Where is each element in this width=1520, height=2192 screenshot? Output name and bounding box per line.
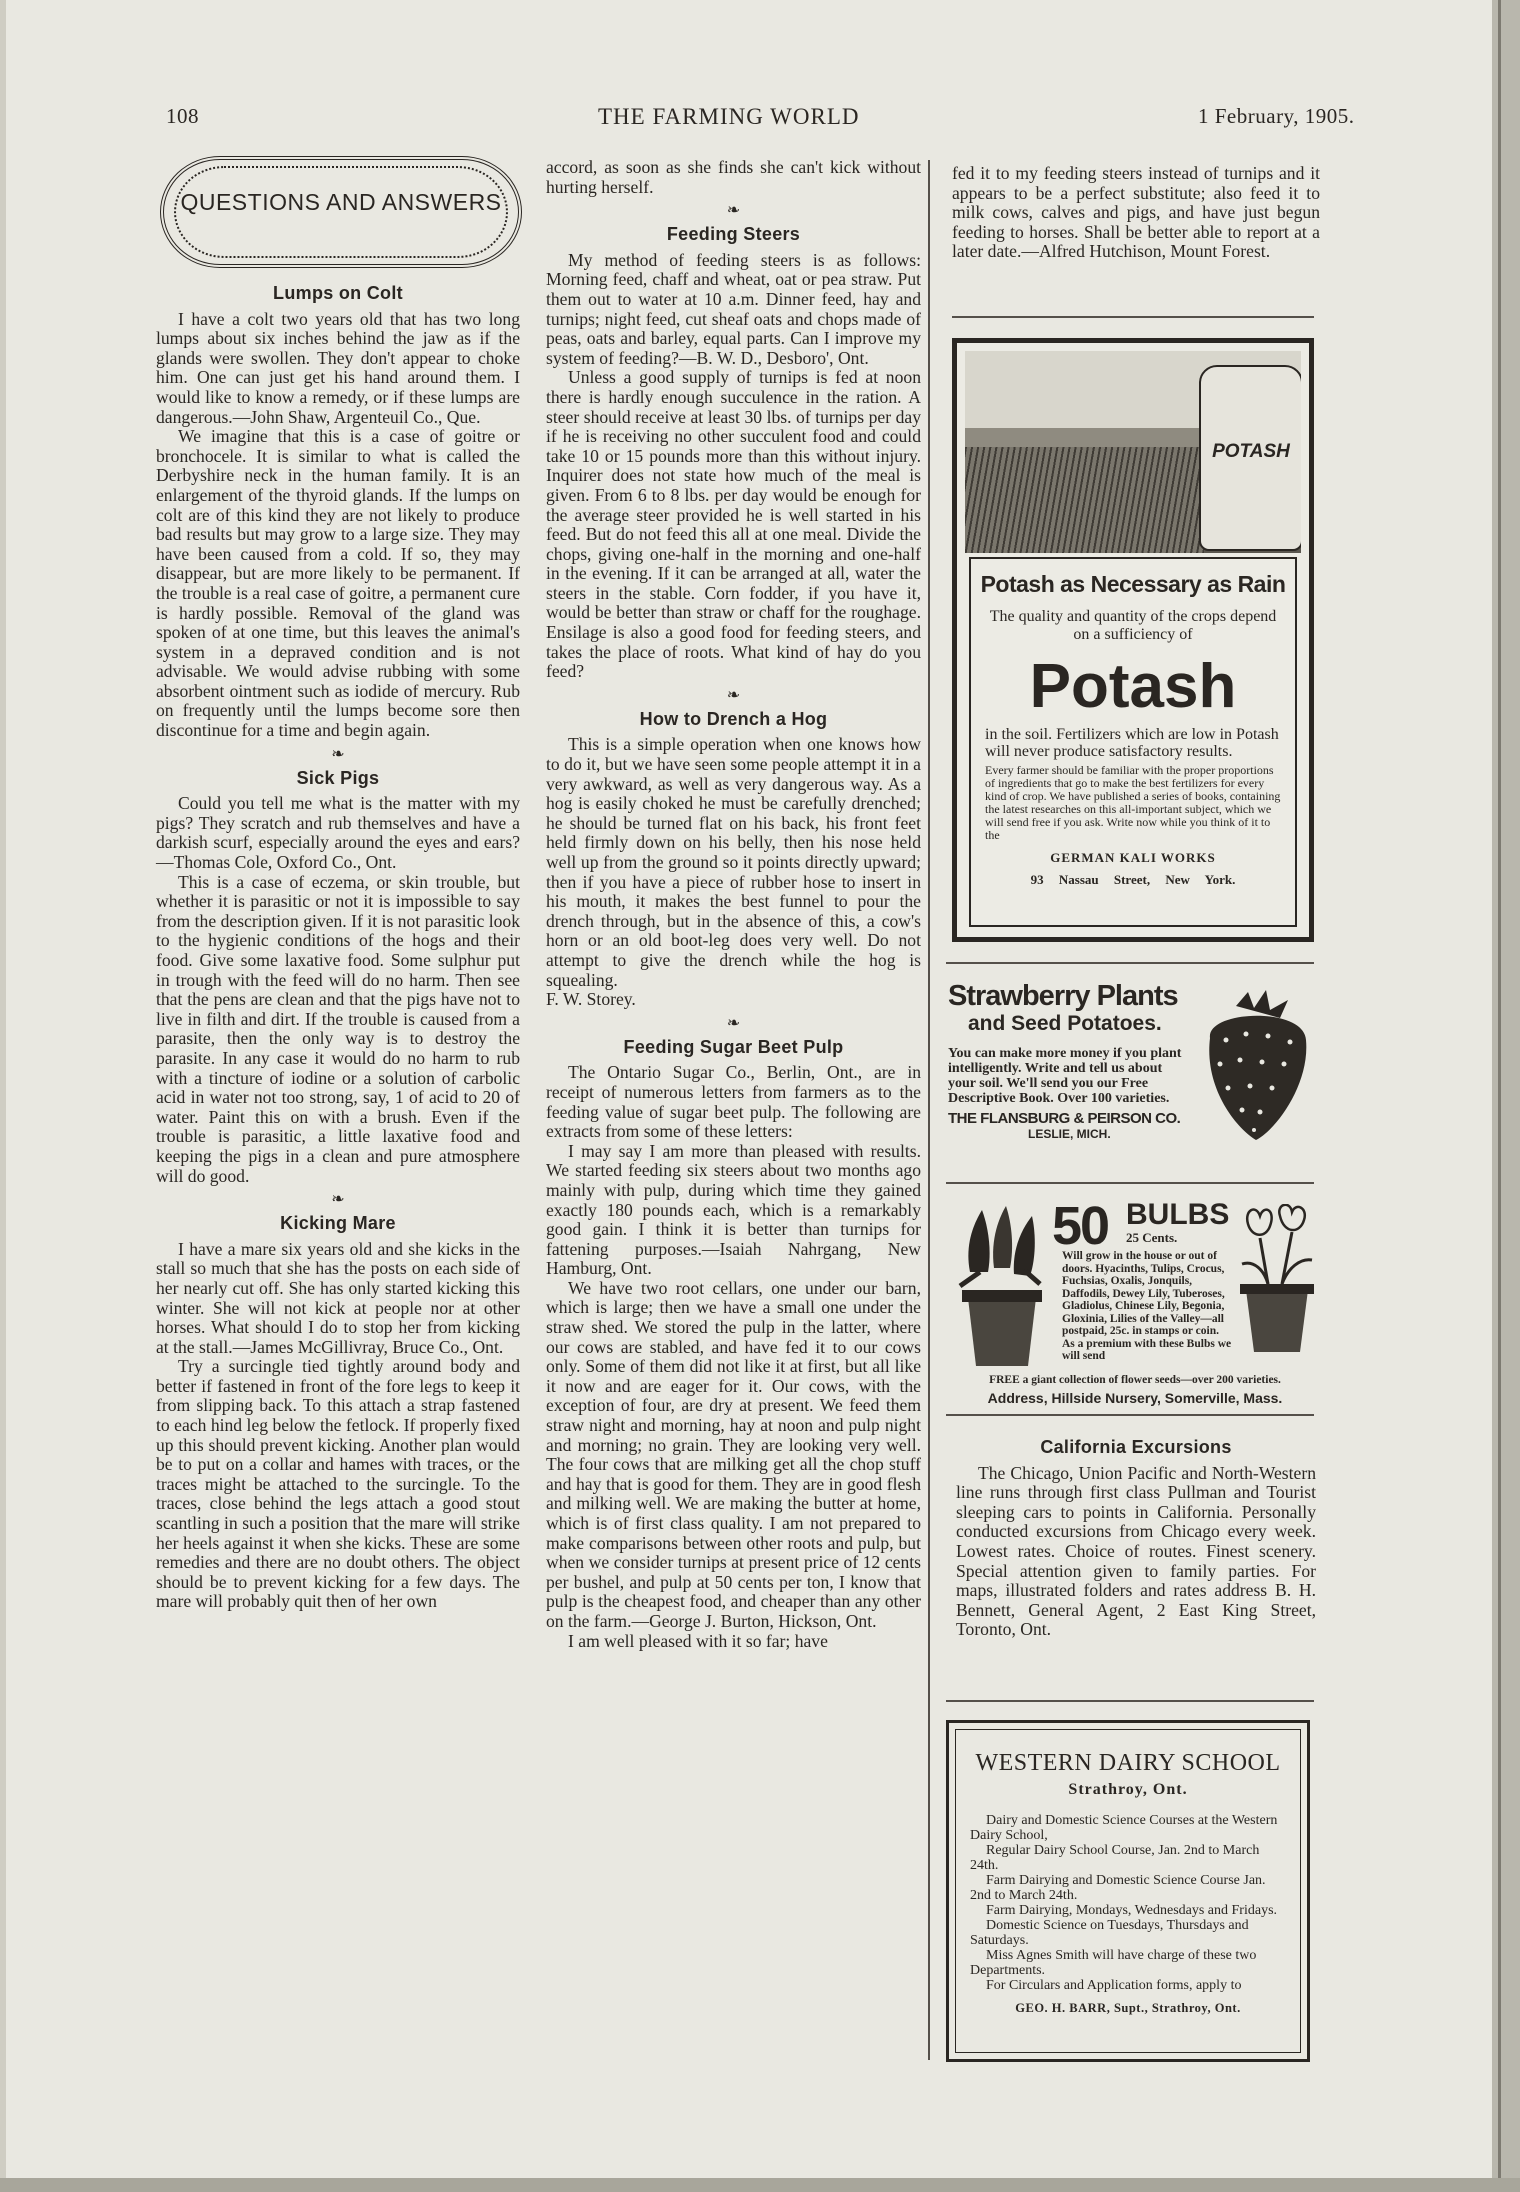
sack-label: POTASH: [1212, 441, 1290, 462]
column-right: [952, 164, 1320, 262]
strawberry-headline: Strawberry Plants: [948, 980, 1178, 1012]
colt-answer: We imagine that this is a case of goitre or bronchocele. It is similar to what is called the Derbyshire neck in the human family. It is an enlargement of the thyroid glands. If the lumps on colt are of this kind they are not likely to produce bad results but may grow to a large size. They may have been caused from a cold. If so, they may disappear, but are more likely to be permanent. If the trouble is a real case of goitre, a permanent cure is hardly possible. Removal of the gland was spoken of at one time, but this leaves the animal's system in a depraved condition and is not advisable. We would advise rubbing with some absorbent ointment such as iodide of mercury. Rub on frequently until the lumps become sore then discontinue for a time and begin again.: [156, 426, 520, 741]
potash-company: GERMAN KALI WORKS: [1050, 850, 1216, 865]
potash-subtitle: The quality and quantity of the crops depend on a sufficiency of: [989, 608, 1277, 643]
issue-date: 1 February, 1905.: [1198, 104, 1355, 128]
article-heading-colt: Lumps on Colt: [273, 283, 403, 303]
page-edge-line: [1498, 0, 1501, 2192]
california-body: The Chicago, Union Pacific and North-Western line runs through first class Pullman and Tourist sleeping cars to points in California. Personally conducted excursions from Chicago every week. Lowest rates. Choice of routes. Finest scenery. Special attention given to family parties. For maps, illustrated folders and rates address B. H. Bennett, General Agent, 2 East King Street, Toronto, Ont.: [956, 1462, 1316, 1640]
steers-answer: Unless a good supply of turnips is fed at noon there is hardly enough succulence in the ration. A steer should receive at least 30 lbs. of turnips per day if he is receiving no other succulent food and could take 10 or 15 pounds more than this without injury. Inquirer does not state how much of the meal is given. From 6 to 8 lbs. per day would be enough for the average steer provided he is well started in his feed. But do not feed this all at one meal. Divide the chops, giving one-half in the morning and one-half in the evening. If it can be arranged at all, water the steers in the stable. Corn fodder, if you have it, would be better than straw or chaff for the roughage. Ensilage is also a good food for feeding steers, and takes the place of roots. What kind of hay do you feed?: [546, 367, 921, 682]
pulp-intro: The Ontario Sugar Co., Berlin, Ont., are in receipt of numerous letters from farmers as to the feeding value of sugar beet pulp. The following are extracts from some of these letters:: [546, 1062, 921, 1142]
strawberry-company: THE FLANSBURG & PEIRSON CO.: [948, 1110, 1181, 1127]
tulip-pot-icon: [1234, 1204, 1320, 1354]
bulbs-price: 25 Cents.: [1126, 1230, 1178, 1245]
dairy-school-signature: GEO. H. BARR, Supt., Strathroy, Ont.: [1015, 2001, 1241, 2015]
pigs-answer: This is a case of eczema, or skin trouble, but whether it is parasitic or not it is impossible to say from the description given. If it is not parasitic look to the hygienic conditions of the hogs and their food. Give some laxative food. Some sulphur put in trough with the feed will do no harm. Then see that the pens are clean and that the pigs have not to live in filth and dirt. If the trouble is caused from a parasite, then the only way is to destroy the parasite. In any case it would do no harm to rub with a tincture of iodine or a solution of carbolic acid in water not too strong, say, 1 of acid to 20 of water. Paint this on with a brush. Even if the trouble is parasitic, a little laxative food and keeping the pigs in a clean and pure atmosphere will do good.: [156, 871, 520, 1186]
article-heading-steers: Feeding Steers: [666, 224, 801, 245]
bulbs-advertisement: [950, 1196, 1320, 1410]
questions-answers-banner: [160, 156, 522, 268]
ad-divider: [946, 1414, 1314, 1416]
publication-title: THE FARMING WORLD: [598, 104, 860, 129]
article-heading-california: California Excursions: [1040, 1437, 1232, 1457]
article-heading-mare: Kicking Mare: [280, 1213, 396, 1234]
pulp-letter-3-continued: fed it to my feeding steers instead of turnips and it appears to be a perfect substitute; also feed it to milk cows, calves and pigs, and have just begun feeding to horses. Shall be better able to report at a later date.—Alfred Hutchison, Mount Forest.: [952, 163, 1320, 262]
potash-small-print: Every farmer should be familiar with the proper proportions of ingredients that go to make the best fertilizers for every kind of crop. We have published a series of books, containing the latest researches on this all-important subject, which we will send free if you ask. Write now while you think of it to the: [985, 763, 1281, 842]
crop-rows: [965, 447, 1205, 553]
bulbs-premium: FREE a giant collection of flower seeds—over 200 varieties.: [989, 1374, 1281, 1386]
dairy-line: Farm Dairying and Domestic Science Course Jan. 2nd to March 24th.: [970, 1873, 1266, 1903]
hyacinth-pot-icon: [950, 1202, 1054, 1370]
mare-question: I have a mare six years old and she kicks in the stall so much that she has the posts on each side of her nearly cut off. She has only started kicking this winter. She will not kick at people nor at other horses. What should I do to stop her from kicking at the stall.—James McGillivray, Bruce Co., Ont.: [156, 1238, 520, 1357]
newspaper-page: [6, 0, 1492, 2178]
potash-big-word: Potash: [1029, 652, 1237, 721]
section-ornament: ❧: [726, 1014, 741, 1032]
mare-answer: Try a surcingle tied tightly around body and better if fastened in front of the fore legs to keep it from slipping back. To this attach a strap fastened to each hind leg below the fetlock. If properly fixed up this should prevent kicking. Another plan would be to put on a collar and hames with traces, or the traces might be attached to the surcingle. To the traces, close behind the legs attach a good stout scantling in such a position that the mare will strike her heels against it when she kicks. These are some remedies and there are no doubt others. The object should be to prevent kicking for a few days. The mare will probably quit then of her own: [156, 1356, 520, 1612]
ad-divider: [946, 962, 1314, 964]
ad-divider: [952, 316, 1314, 318]
dairy-line: Farm Dairying, Mondays, Wednesdays and Fridays.: [986, 1903, 1278, 1918]
ad-divider: [946, 1182, 1314, 1184]
column-middle: [546, 158, 921, 1651]
hog-answer: This is a simple operation when one knows how to do it, but we have seen some people attempt it in a very awkward, as well as very dangerous way. As a hog is easily choked he must be carefully drenched; he should be turned flat on his back, his front feet held firmly down on his belly, then his nose held well up from the ground so it points directly upward; then if you have a piece of rubber hose to insert in his mouth, it makes the best funnel to pour the drench through, but in the absence of this, a cow's horn or an old boot-leg does very well. Do not attempt to give the drench while the hog is squealing.: [546, 734, 921, 990]
strawberry-icon: [1196, 988, 1314, 1144]
article-heading-pigs: Sick Pigs: [296, 767, 380, 788]
steers-question: My method of feeding steers is as follows: Morning feed, chaff and wheat, oat or pea straw. Put them out to water at 10 a.m. Dinner feed, hay and turnips; night feed, cut sheaf oats and chops made of peas, oats and barley, equal parts. Can I improve my system of feeding?—B. W. D., Desboro', Ont.: [546, 249, 921, 368]
potash-ad-text: [969, 557, 1297, 927]
section-ornament: ❧: [331, 1191, 345, 1209]
article-heading-hog: How to Drench a Hog: [639, 708, 828, 729]
potash-body: in the soil. Fertilizers which are low in Potash will never produce satisfactory results.: [985, 726, 1279, 760]
pulp-letter-3: I am well pleased with it so far; have: [568, 1630, 828, 1651]
bulbs-list: Will grow in the house or out of doors. Hyacinths, Tulips, Crocus, Fuchsias, Oxalis, Jonquils, Daffodils, Dewey Lily, Tuberoses, Gladiolus, Chinese Lily, Begonia, Gloxinia, Lilies of the Valley—all postpaid, 25c. in stamps or coin. As a premium with these Bulbs we will send: [1062, 1250, 1232, 1362]
bulbs-count: 50: [1052, 1196, 1109, 1256]
banner-title: QUESTIONS AND ANSWERS: [180, 189, 502, 215]
dairy-school-body: [970, 1813, 1286, 1993]
bulbs-title: BULBS: [1126, 1198, 1230, 1231]
hog-signature: F. W. Storey.: [546, 989, 636, 1010]
column-divider: [928, 160, 930, 2060]
pigs-question: Could you tell me what is the matter with my pigs? They scratch and rub themselves and have a darkish scurf, especially around the eyes and ears?—Thomas Cole, Oxford Co., Ont.: [156, 793, 520, 873]
strawberry-subheadline: and Seed Potatoes.: [968, 1012, 1162, 1035]
section-ornament: ❧: [726, 202, 741, 220]
colt-question: I have a colt two years old that has two long lumps about six inches behind the jaw as if the glands were swollen. They don't appear to choke him. One can just get his hand around them. I would like to know a remedy, or if these lumps are dangerous.—John Shaw, Argenteuil Co., Que.: [156, 308, 520, 427]
column-left: [156, 278, 520, 1612]
pulp-letter-1: I may say I am more than pleased with results. We started feeding six steers about two months ago mainly with pulp, during which time they gained exactly 180 pounds each, which is a remarkably good gain. I think it is better than turnips for fattening purposes.—Isaiah Nahrgang, New Hamburg, Ont.: [546, 1140, 921, 1279]
strawberry-advertisement: [948, 980, 1320, 1170]
potash-sack-image: [1199, 365, 1301, 551]
potash-headline: Potash as Necessary as Rain: [980, 571, 1286, 597]
ad-divider: [946, 1700, 1314, 1702]
california-notice: [956, 1432, 1316, 1640]
dairy-line: Domestic Science on Tuesdays, Thursdays and Saturdays.: [970, 1918, 1249, 1948]
dairy-school-advertisement: [946, 1720, 1310, 2062]
field-illustration: [965, 351, 1301, 553]
section-ornament: ❧: [331, 745, 345, 763]
dairy-school-inner: [955, 1729, 1301, 2053]
mare-answer-continued: accord, as soon as she finds she can't kick without hurting herself.: [546, 157, 921, 197]
dairy-school-title: WESTERN DAIRY SCHOOL: [975, 1750, 1281, 1776]
strawberry-body: You can make more money if you plant intelligently. Write and tell us about your soil. We'll send you our Free Descriptive Book. Over 100 varieties.: [948, 1046, 1182, 1106]
page-number: 108: [166, 104, 199, 128]
potash-address: 93 Nassau Street, New York.: [1030, 872, 1236, 887]
dairy-line: For Circulars and Application forms, apply to: [986, 1978, 1242, 1993]
page-edge: [1492, 0, 1520, 2192]
article-heading-pulp: Feeding Sugar Beet Pulp: [623, 1036, 844, 1057]
strawberry-location: LESLIE, MICH.: [1028, 1127, 1111, 1141]
pulp-letter-2: We have two root cellars, one under our barn, which is large; then we have a small one under the straw shed. We stored the pulp in the latter, where our cows are stabled, and have fed it to our cows only. Some of them did not like it at first, but all like it now and are eager for it. Our cows, with the exception of four, are dry at present. We feed them straw night and morning, hay at noon and pulp night and morning; no grain. They are looking very well. The four cows that are milking get all the chop stuff and hay that is good for them. They are in good flesh and milking well. We are making the butter at home, which is of first class quality. I am not prepared to make comparisons between other roots and pulp, but when we consider turnips at present price of 12 cents per bushel, and pulp at 50 cents per ton, I know that pulp is the cheapest food, and cheaper than any other on the farm.—George J. Burton, Hickson, Ont.: [546, 1277, 921, 1631]
section-ornament: ❧: [726, 686, 741, 704]
bulbs-address: Address, Hillside Nursery, Somerville, Mass.: [987, 1390, 1283, 1406]
dairy-line: Dairy and Domestic Science Courses at the Western Dairy School,: [970, 1813, 1278, 1843]
page-bottom-edge: [0, 2178, 1520, 2192]
dairy-line: Miss Agnes Smith will have charge of these two Departments.: [970, 1948, 1257, 1978]
dairy-line: Regular Dairy School Course, Jan. 2nd to March 24th.: [970, 1843, 1260, 1873]
dairy-school-place: Strathroy, Ont.: [1068, 1781, 1188, 1798]
potash-advertisement: [952, 338, 1314, 942]
